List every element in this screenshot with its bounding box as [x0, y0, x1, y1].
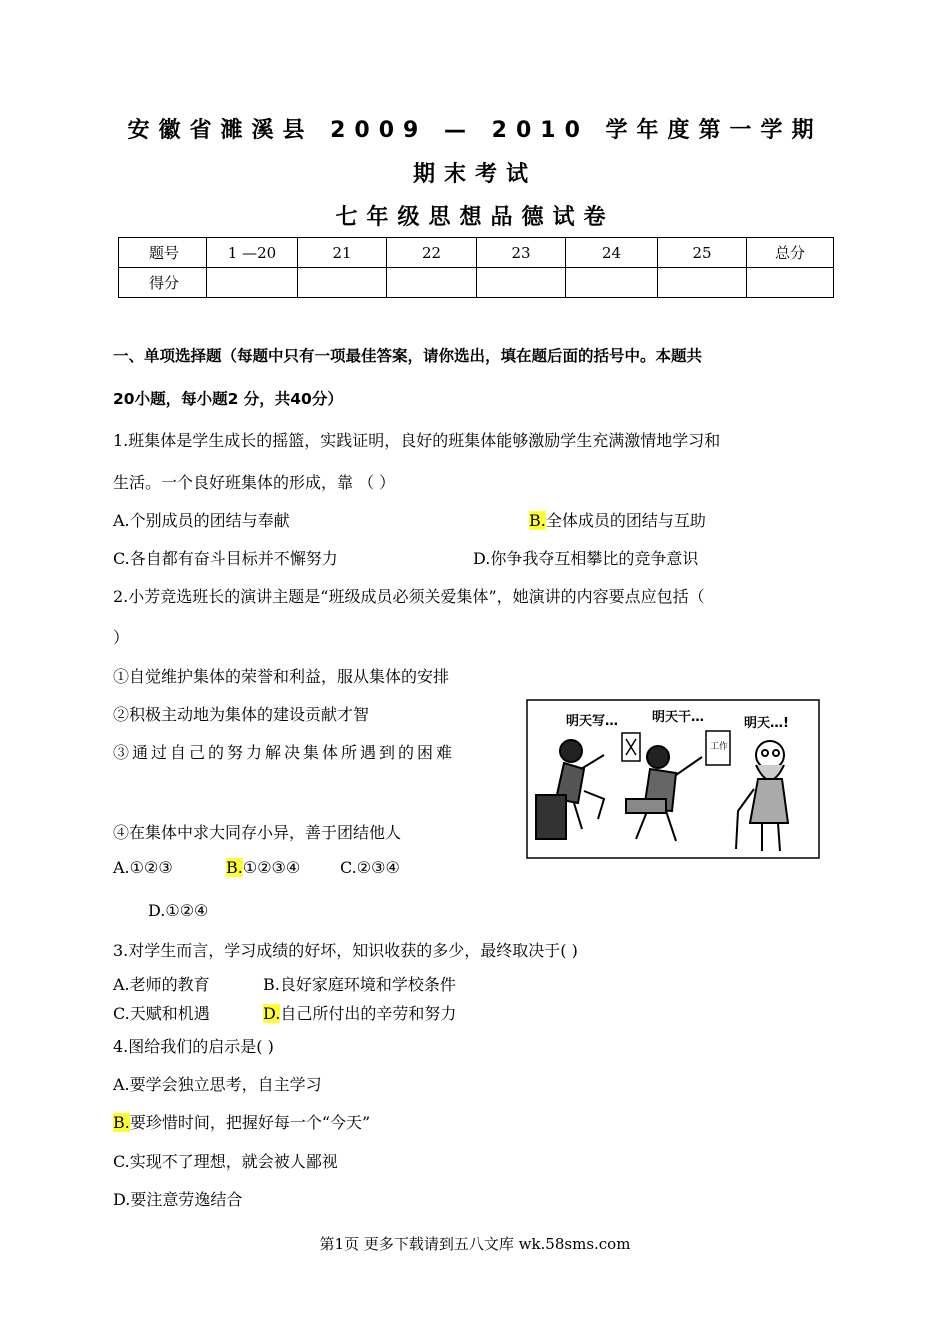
q3-option-c: C.天赋和机遇: [113, 1004, 210, 1023]
exam-title-line1: 安徽省濉溪县 2009 — 2010 学年度第一学期: [127, 118, 823, 143]
q3-option-d: [263, 1001, 456, 1024]
header-cell: 22: [387, 238, 477, 268]
q1-answer-highlight: B.: [529, 511, 546, 530]
q2-option-b: [226, 858, 300, 877]
exam-title-line2: 期末考试: [412, 162, 537, 187]
q1-stem-line2: 生活。一个良好班集体的形成，靠 （ ）: [113, 473, 396, 492]
q2-item-4: ④在集体中求大同存小异，善于团结他人: [113, 823, 402, 842]
header-cell: 1 —20: [207, 238, 298, 268]
row-label: 得分: [119, 268, 207, 298]
cartoon-illustration: [526, 699, 820, 859]
q4-stem: 4.图给我们的启示是( ): [113, 1037, 274, 1056]
q3-stem: 3.对学生而言，学习成绩的好坏，知识收获的多少，最终取决于( ): [113, 941, 578, 960]
q1-option-c: C.各自都有奋斗目标并不懈努力: [113, 549, 338, 568]
q3-answer-highlight: D.: [263, 1004, 281, 1023]
q4-option-c: C.实现不了理想，就会被人鄙视: [113, 1152, 338, 1171]
q2-stem-line2: ）: [113, 628, 130, 647]
q1-stem-line1: 1.班集体是学生成长的摇篮，实践证明，良好的班集体能够激励学生充满激情地学习和: [113, 431, 721, 450]
cartoon-sign-text: 工作: [710, 742, 729, 752]
score-cell: [658, 268, 747, 298]
section-heading-line2: 20小题，每小题2 分，共40分）: [113, 390, 343, 408]
score-cell: [747, 268, 834, 298]
score-table: [118, 237, 834, 298]
q3-option-a: A.老师的教育: [113, 975, 210, 994]
cartoon-bubble-1: 明天写…: [566, 714, 619, 729]
q2-stem-line1: 2.小芳竞选班长的演讲主题是“班级成员必须关爱集体”，她演讲的内容要点应包括（: [113, 587, 705, 606]
q2-option-d: D.①②④: [148, 901, 209, 920]
score-cell: [387, 268, 477, 298]
q2-option-b-text: ①②③④: [242, 858, 301, 877]
cartoon-bubble-2: 明天干…: [652, 710, 705, 725]
page-footer: 第1页 更多下载请到五八文库 wk.58sms.com: [319, 1235, 631, 1253]
q4-option-a: A.要学会独立思考，自主学习: [113, 1075, 322, 1094]
q4-option-b: [113, 1110, 370, 1133]
q4-answer-highlight: B.: [113, 1113, 130, 1132]
score-cell: [566, 268, 658, 298]
cartoon-bubble-3: 明天…!: [744, 716, 789, 731]
q1-option-a: A.个别成员的团结与奉献: [113, 511, 290, 530]
header-cell: 23: [477, 238, 566, 268]
header-cell: 25: [658, 238, 747, 268]
q2-item-3: ③通过自己的努力解决集体所遇到的困难: [113, 743, 456, 762]
header-cell: 总分: [747, 238, 834, 268]
section-heading-line1: 一、单项选择题（每题中只有一项最佳答案，请你选出，填在题后面的括号中。本题共: [113, 347, 703, 365]
q1-option-b-text: 全体成员的团结与互助: [545, 511, 706, 530]
score-cell: [298, 268, 387, 298]
q1-option-d: D.你争我夺互相攀比的竞争意识: [473, 549, 699, 568]
q4-option-b-text: 要珍惜时间，把握好每一个“今天”: [129, 1113, 371, 1132]
header-cell: 24: [566, 238, 658, 268]
score-table-header-row: [119, 238, 834, 268]
score-cell: [207, 268, 298, 298]
q2-option-c: C.②③④: [340, 858, 400, 877]
q2-item-1: ①自觉维护集体的荣誉和利益，服从集体的安排: [113, 667, 450, 686]
cartoon-sign: [706, 731, 730, 765]
header-cell: 题号: [119, 238, 207, 268]
q2-answer-highlight: B.: [226, 858, 243, 877]
exam-title-line3: 七年级思想品德试卷: [335, 205, 615, 230]
q1-option-b: [529, 508, 706, 531]
q3-option-b: B.良好家庭环境和学校条件: [263, 975, 456, 994]
header-cell: 21: [298, 238, 387, 268]
q2-option-a: A.①②③: [113, 858, 173, 877]
q4-option-d: D.要注意劳逸结合: [113, 1190, 243, 1209]
score-cell: [477, 268, 566, 298]
q2-item-2: ②积极主动地为集体的建设贡献才智: [113, 705, 370, 724]
score-table-score-row: [119, 268, 834, 298]
q3-option-d-text: 自己所付出的辛劳和努力: [280, 1004, 457, 1023]
cartoon-paper-1: [622, 733, 640, 761]
